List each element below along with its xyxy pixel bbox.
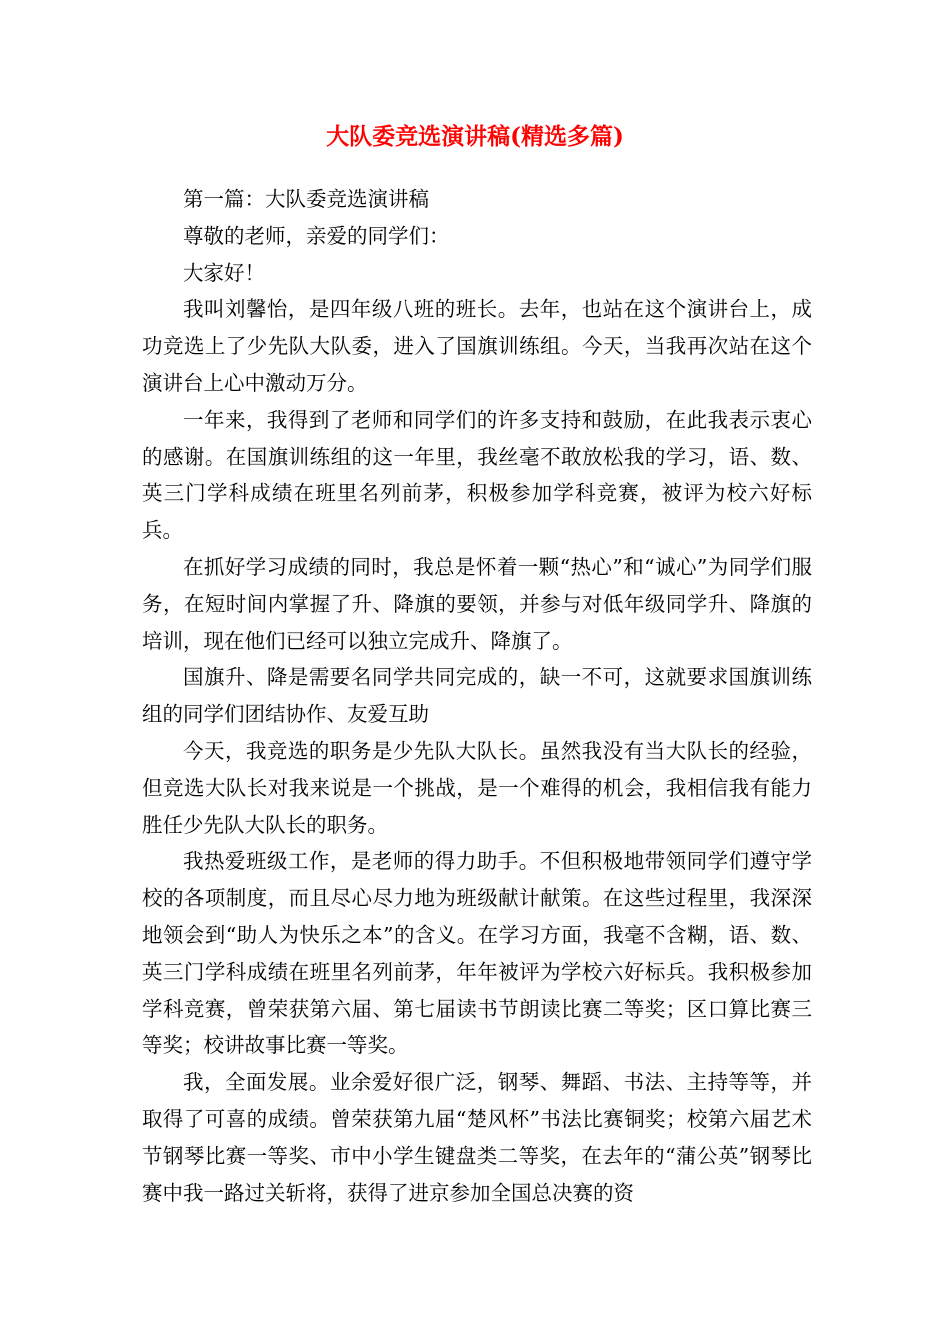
paragraph: 我热爱班级工作，是老师的得力助手。不但积极地带领同学们遵守学校的各项制度，而且尽心尽力地为班级献计献策。在这些过程里，我深深地领会到“助人为快乐之本”的含义。在学习方面，我毫不含糊，语、数、英三门学科成绩在班里名列前茅，年年被评为学校六好标兵。我积极参加学科竞赛，曾荣获第六届、第七届读书节朗读比赛二等奖；区口算比赛三等奖；校讲故事比赛一等奖。 <box>142 849 812 1058</box>
paragraph: 国旗升、降是需要名同学共同完成的，缺一不可，这就要求国旗训练组的同学们团结协作、友爱互助 <box>142 665 812 727</box>
paragraph: 我叫刘馨怡，是四年级八班的班长。去年，也站在这个演讲台上，成功竞选上了少先队大队委，进入了国旗训练组。今天，当我再次站在这个演讲台上心中激动万分。 <box>142 297 812 395</box>
paragraph-section-heading: 第一篇：大队委竞选演讲稿 <box>183 187 429 211</box>
paragraph: 我，全面发展。业余爱好很广泛，钢琴、舞蹈、书法、主持等等，并取得了可喜的成绩。曾荣获第九届“楚风杯”书法比赛铜奖；校第六届艺术节钢琴比赛一等奖、市中小学生键盘类二等奖，在去年的“蒲公英”钢琴比赛中我一路过关斩将，获得了进京参加全国总决赛的资 <box>142 1070 812 1205</box>
document-body <box>142 181 812 1211</box>
paragraph: 今天，我竞选的职务是少先队大队长。虽然我没有当大队长的经验，但竞选大队长对我来说是一个挑战，是一个难得的机会，我相信我有能力胜任少先队大队长的职务。 <box>142 738 812 837</box>
paragraph-greeting: 大家好！ <box>183 260 265 285</box>
paragraph: 一年来，我得到了老师和同学们的许多支持和鼓励，在此我表示衷心的感谢。在国旗训练组的这一年里，我丝毫不敢放松我的学习，语、数、英三门学科成绩在班里名列前茅，积极参加学科竞赛，被评为校六好标兵。 <box>142 407 812 543</box>
paragraph-salutation: 尊敬的老师，亲爱的同学们： <box>183 223 450 248</box>
paragraph: 在抓好学习成绩的同时，我总是怀着一颗“热心”和“诚心”为同学们服务，在短时间内掌握了升、降旗的要领，并参与对低年级同学升、降旗的培训，现在他们已经可以独立完成升、降旗了。 <box>142 554 812 653</box>
document-title: 大队委竞选演讲稿(精选多篇) <box>326 123 624 150</box>
